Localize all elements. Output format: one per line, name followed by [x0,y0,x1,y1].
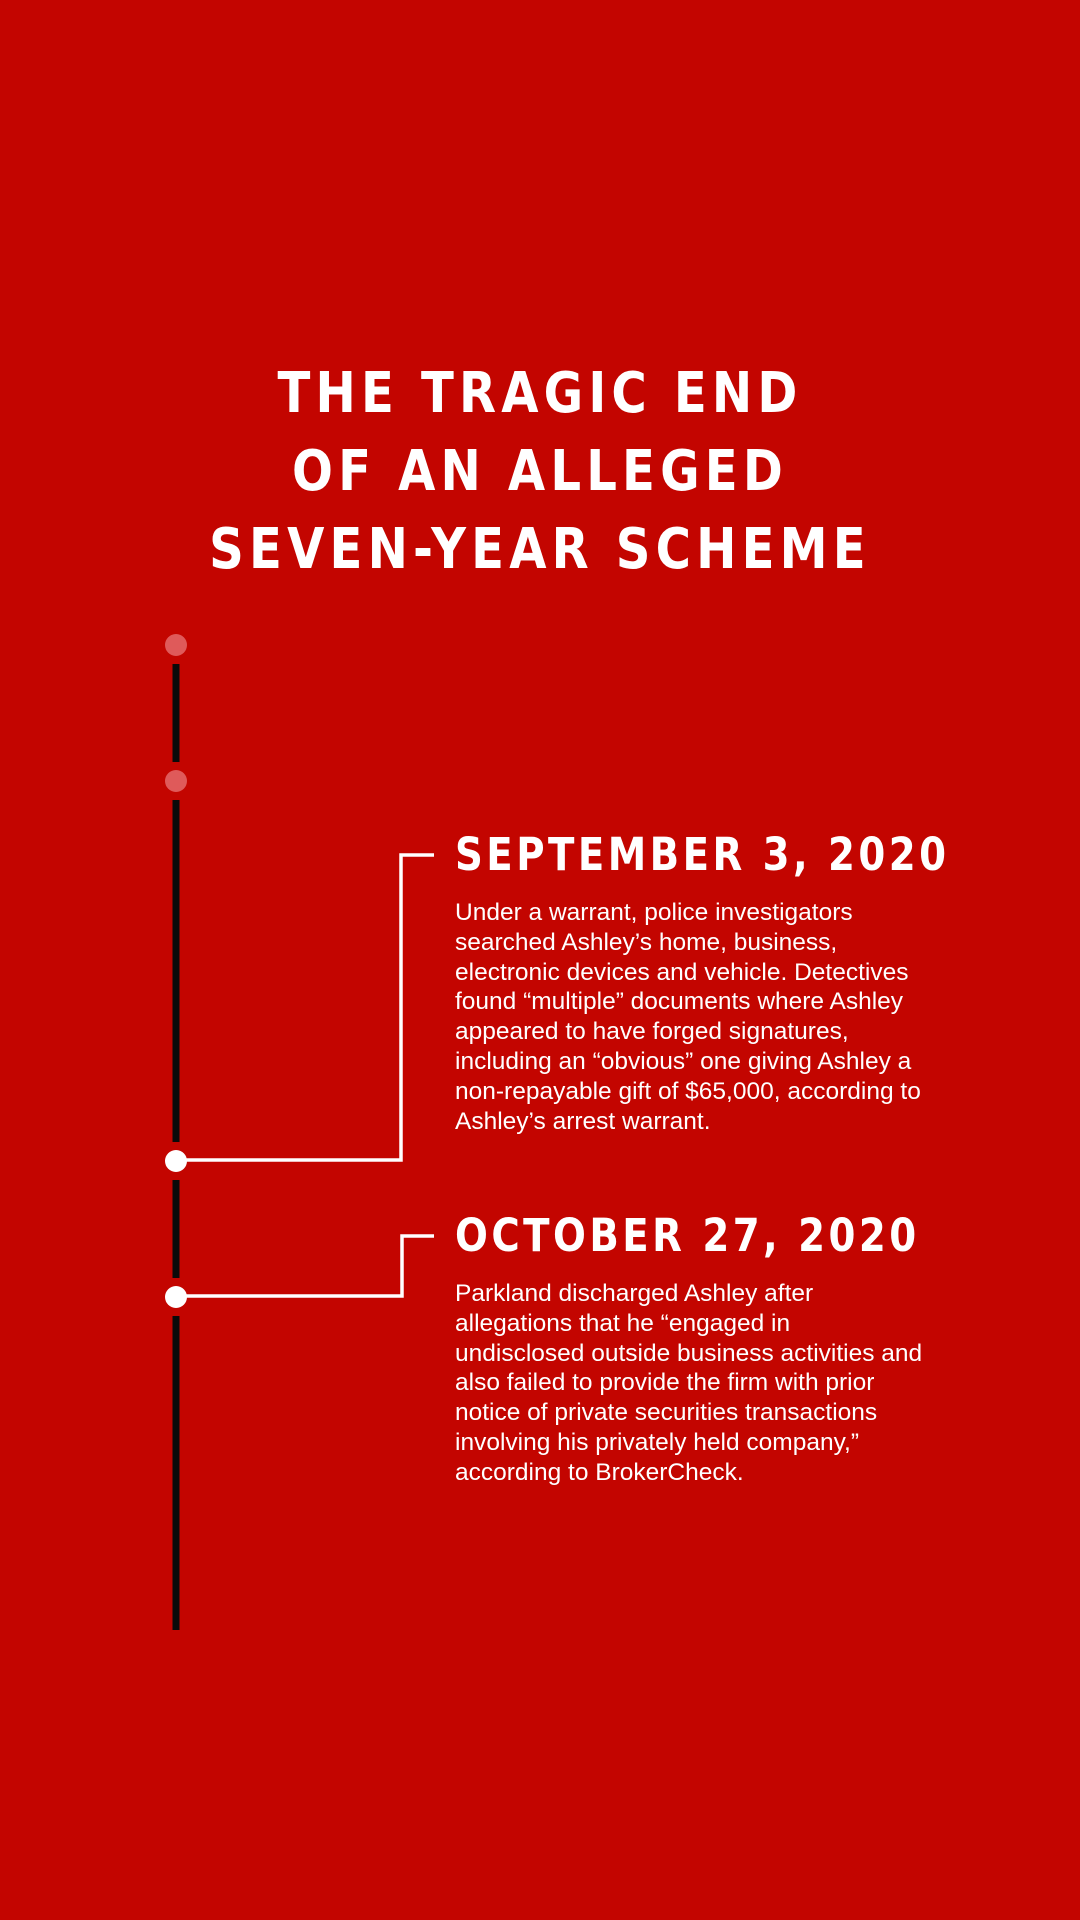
connector-entry-2 [176,1236,434,1296]
title-line-1: THE TRAGIC END [277,361,803,426]
title-line-2: OF AN ALLEGED [291,439,788,504]
timeline-marker-entry-2 [165,1286,187,1308]
entry-date-september-3-2020: SEPTEMBER 3, 2020 [455,828,950,881]
connector-entry-1 [176,855,434,1160]
title-line-3: SEVEN-YEAR SCHEME [209,517,871,582]
timeline-marker-entry-1 [165,1150,187,1172]
entry-description-september-3-2020: Under a warrant, police investigators searched Ashley’s home, business, electronic devices and vehicle. Detectives found “multiple” documents where Ashley appeared to have forged signatures, including an “obvious” one giving Ashley a non-repayable gift of $65,000, according to Ashley’s arrest warrant. [455,899,921,1135]
entry-date-october-27-2020: OCTOBER 27, 2020 [455,1209,920,1262]
timeline-marker-faded-1 [165,634,187,656]
entry-description-october-27-2020: Parkland discharged Ashley after allegations that he “engaged in undisclosed outside business activities and also failed to provide the firm with prior notice of private securities transactions involving his privately held company,” according to BrokerCheck. [455,1280,923,1486]
timeline-marker-faded-2 [165,770,187,792]
